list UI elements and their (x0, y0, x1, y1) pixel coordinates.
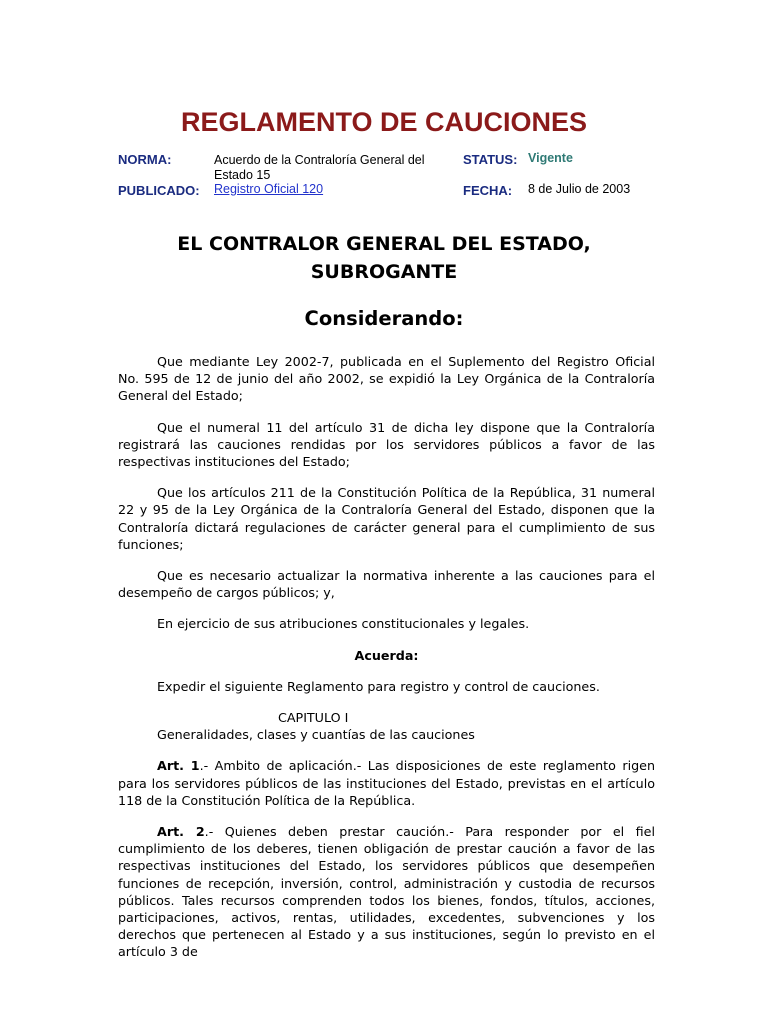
status-value: Vigente (528, 151, 573, 165)
registro-oficial-link[interactable]: Registro Oficial 120 (214, 182, 324, 196)
fecha-label: FECHA: (463, 183, 513, 198)
document-body (118, 353, 655, 975)
article-1 (118, 757, 655, 809)
issuer-heading-line2: SUBROGANTE (310, 261, 458, 283)
article-1-label: Art. 1 (157, 758, 200, 774)
norma-value (214, 153, 444, 183)
paragraph: Que los artículos 211 de la Constitución Política de la República, 31 numeral 22 y 95 de la Ley Orgánica de la Contraloría General del Estado, disponen que la Contraloría dictará regulaciones de carácter general para el cumplimiento de sus funciones; (118, 485, 655, 552)
chapter-title: CAPITULO I (278, 710, 349, 726)
publicado-label: PUBLICADO: (118, 183, 200, 198)
article-1-text: .- Ambito de aplicación.- Las disposiciones de este reglamento rigen para los servidores públicos de las instituciones del Estado, previstas en el artículo 118 de la Constitución Política de la República. (118, 758, 655, 808)
norma-value-line1: Acuerdo de la Contraloría General del (214, 153, 425, 167)
article-2-label: Art. 2 (157, 824, 205, 840)
document-title: REGLAMENTO DE CAUCIONES (180, 107, 588, 137)
considerando-heading: Considerando: (304, 307, 464, 330)
acuerda-heading: Acuerda: (354, 647, 419, 663)
paragraph: Que es necesario actualizar la normativa inherente a las cauciones para el desempeño de cargos públicos; y, (118, 568, 655, 601)
paragraph: En ejercicio de sus atribuciones constitucionales y legales. (157, 616, 530, 632)
norma-value-line2: Estado 15 (214, 168, 271, 182)
chapter-heading (118, 709, 655, 743)
paragraph: Que mediante Ley 2002-7, publicada en el Suplemento del Registro Oficial No. 595 de 12 de junio del año 2002, se expidió la Ley Orgánica de la Contraloría General del Estado; (118, 354, 655, 404)
status-label: STATUS: (463, 152, 518, 167)
issuer-heading-line1: EL CONTRALOR GENERAL DEL ESTADO, (177, 233, 591, 255)
paragraph: Que el numeral 11 del artículo 31 de dicha ley dispone que la Contraloría registrará las cauciones rendidas por los servidores públicos a favor de las respectivas instituciones del Estado; (118, 419, 655, 470)
expedir-paragraph: Expedir el siguiente Reglamento para registro y control de cauciones. (157, 678, 600, 694)
article-2 (118, 823, 655, 961)
norma-label: NORMA: (118, 152, 172, 167)
chapter-subtitle: Generalidades, clases y cuantías de las cauciones (157, 727, 475, 743)
issuer-heading (0, 230, 768, 286)
fecha-value: 8 de Julio de 2003 (528, 182, 631, 196)
article-2-text: .- Quienes deben prestar caución.- Para responder por el fiel cumplimiento de los deberes, tienen obligación de prestar caución a favor de las respectivas instituciones del Estado, los servidores públicos que desempeñen funciones de recepción, inversión, control, administración y custodia de recursos públicos. Tales recursos comprenden todos los bienes, fondos, títulos, acciones, participaciones, activos, rentas, utilidades, excedentes, subvenciones y los derechos que pertenecen al Estado y a sus instituciones, según lo previsto en el artículo 3 de (118, 824, 655, 960)
